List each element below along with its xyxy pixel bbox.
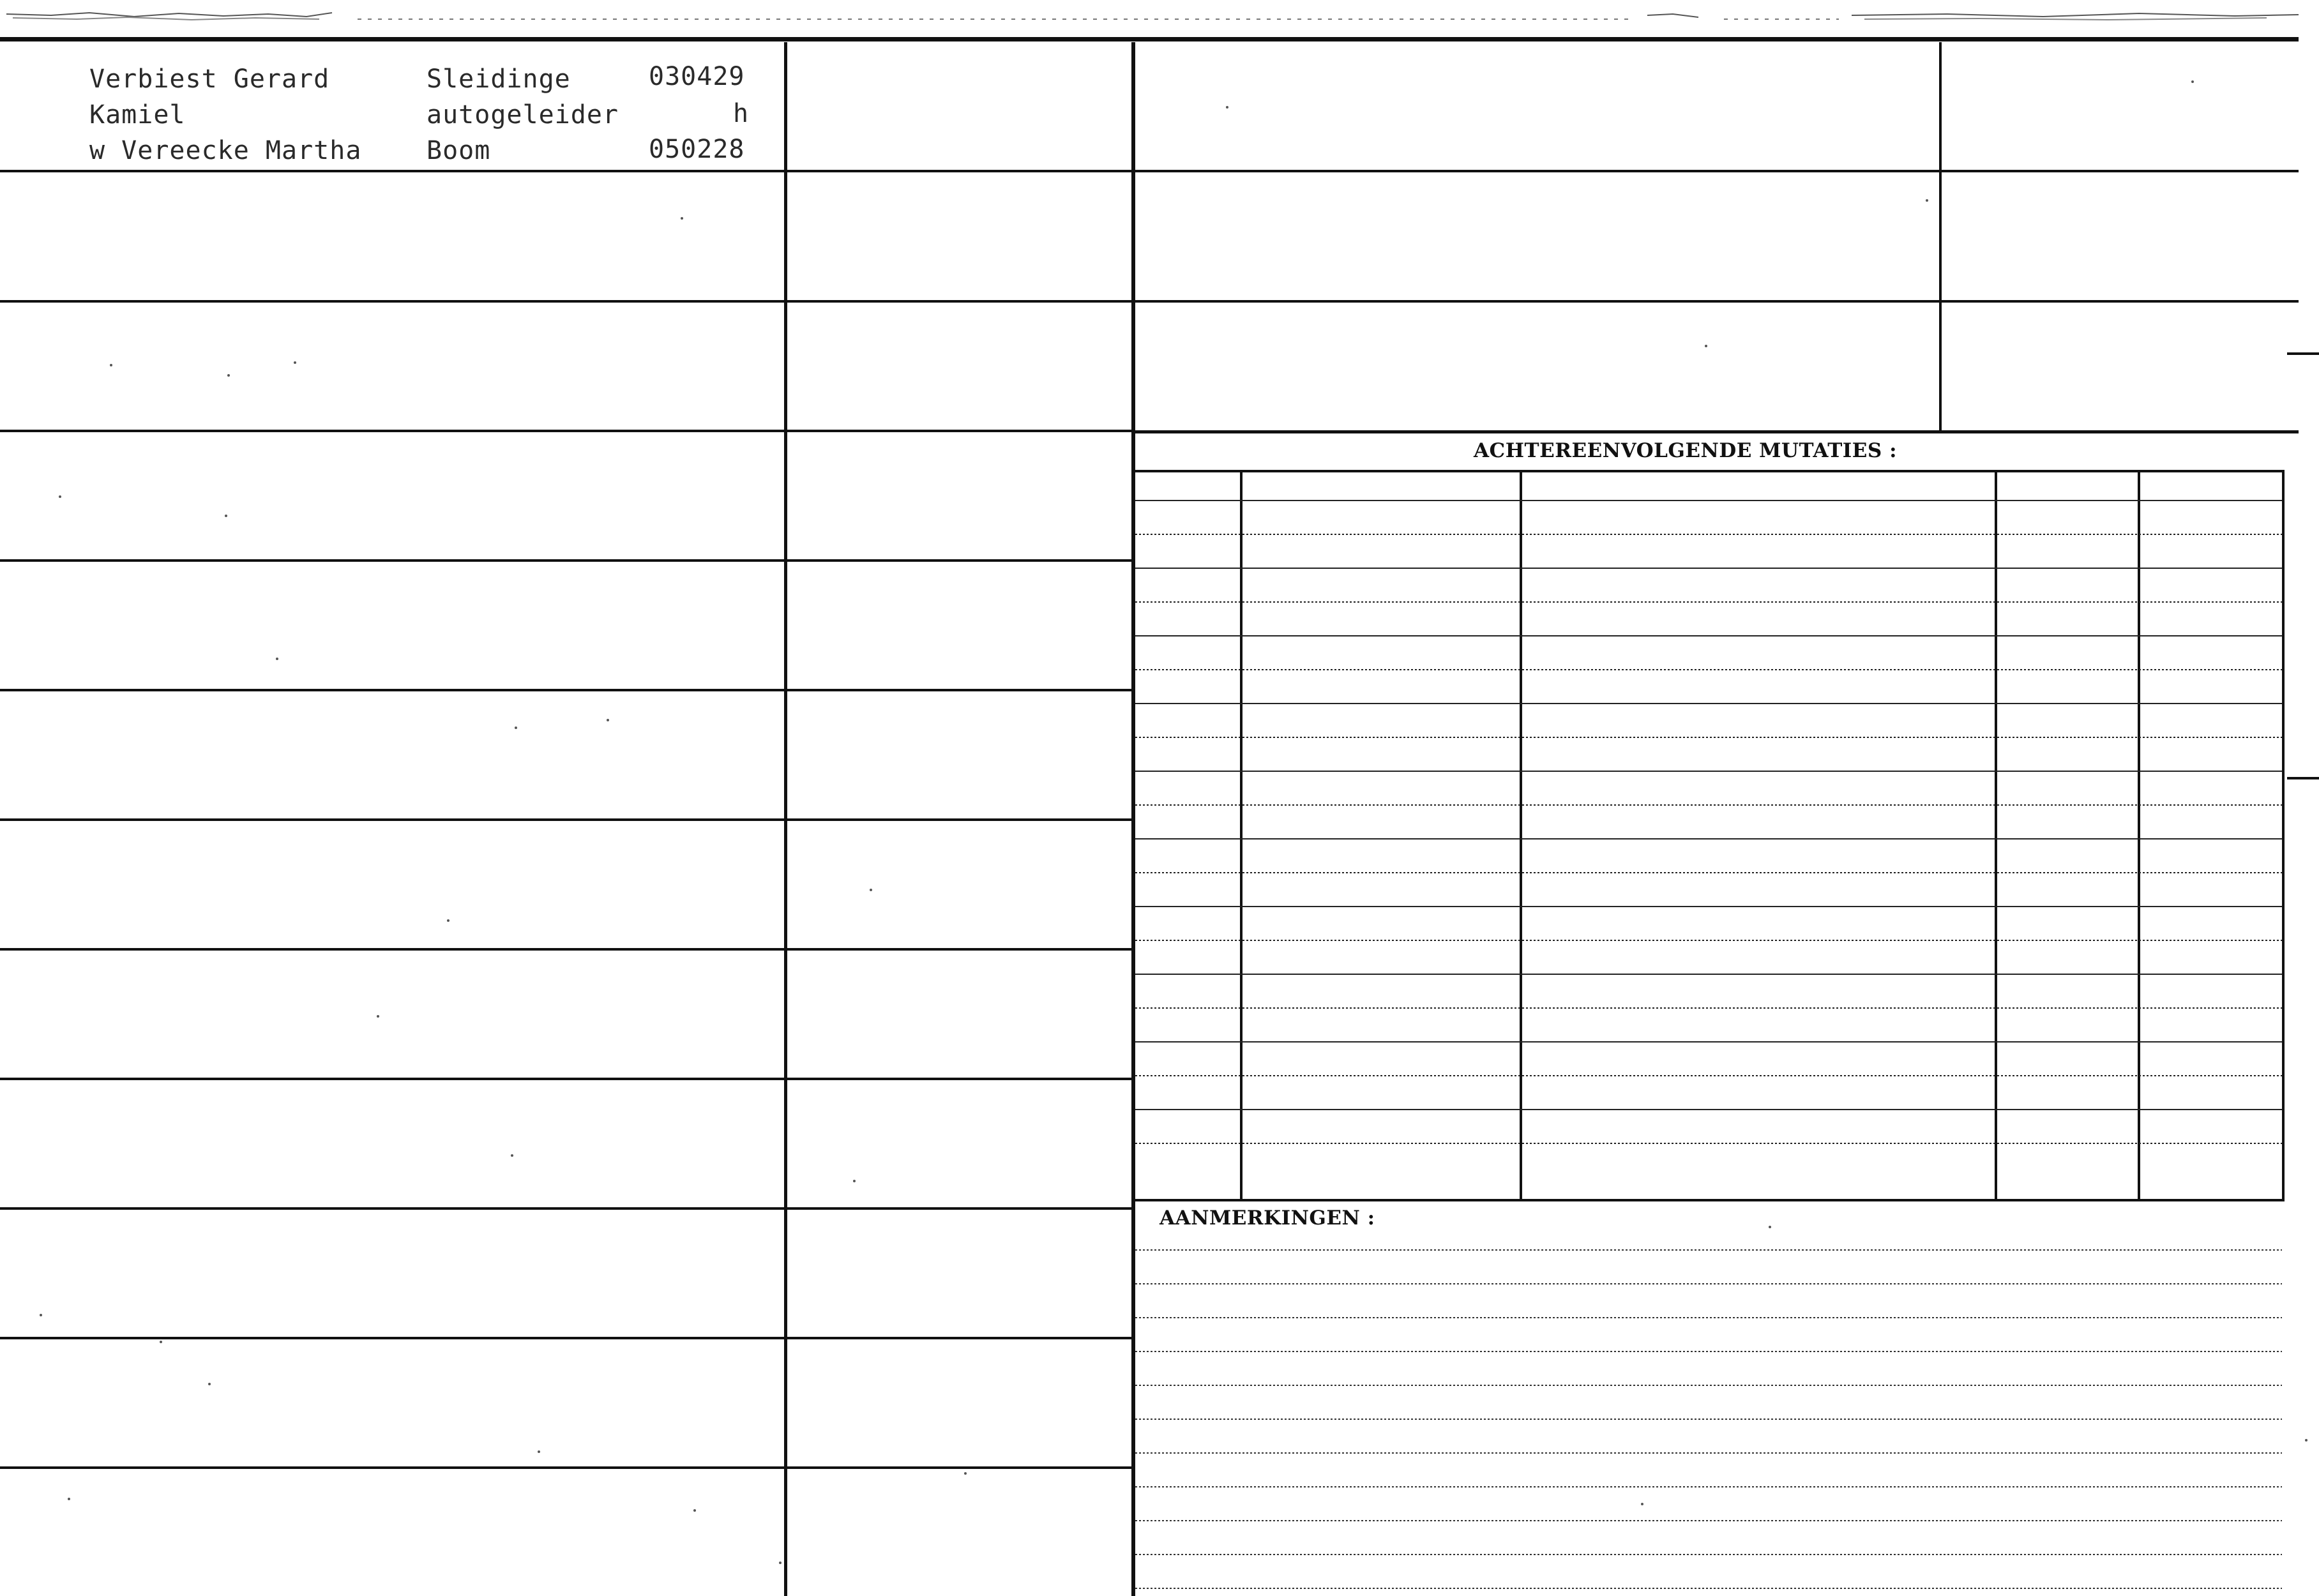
record-place-line-2: autogeleider bbox=[427, 100, 619, 130]
record-number-line-2: h bbox=[733, 99, 750, 128]
scan-speck bbox=[1926, 199, 1928, 202]
scan-speck bbox=[1226, 106, 1228, 109]
row-rule bbox=[0, 1466, 1131, 1469]
margin-tick bbox=[2287, 352, 2319, 355]
right-row-rule bbox=[1135, 430, 2299, 433]
record-place-line-3: Boom bbox=[427, 136, 491, 165]
remarks-heading: AANMERKINGEN : bbox=[1160, 1207, 1375, 1230]
record-number-line-3: 050228 bbox=[649, 135, 745, 164]
mutations-table-top bbox=[1135, 470, 2285, 472]
scan-speck bbox=[68, 1498, 70, 1500]
row-rule bbox=[0, 818, 1131, 821]
row-rule bbox=[0, 1207, 1131, 1210]
row-rule bbox=[0, 559, 1131, 562]
scan-speck bbox=[208, 1383, 211, 1385]
scan-speck bbox=[225, 515, 227, 517]
row-rule bbox=[0, 300, 1131, 303]
header-strip bbox=[0, 0, 2319, 26]
scan-speck bbox=[964, 1472, 967, 1475]
top-rule bbox=[0, 37, 2299, 41]
mutations-heading: ACHTEREENVOLGENDE MUTATIES : bbox=[1474, 439, 1898, 462]
row-rule bbox=[0, 1337, 1131, 1339]
record-name-line-2: Kamiel bbox=[89, 100, 186, 130]
scan-speck bbox=[110, 364, 112, 366]
remarks-lines bbox=[1135, 1238, 2285, 1596]
scan-speck bbox=[870, 889, 872, 891]
scan-speck bbox=[511, 1154, 513, 1157]
right-row-rule bbox=[1135, 170, 2299, 172]
scan-speck bbox=[693, 1509, 696, 1512]
column-divider-3 bbox=[1939, 42, 1942, 430]
scan-speck bbox=[2305, 1439, 2308, 1442]
scan-speck bbox=[276, 658, 278, 660]
scan-speck bbox=[607, 719, 609, 721]
scan-speck bbox=[447, 919, 449, 922]
mutations-row-lines bbox=[1135, 498, 2285, 1200]
row-rule bbox=[0, 948, 1131, 951]
row-rule bbox=[0, 689, 1131, 691]
scan-speck bbox=[160, 1341, 162, 1343]
row-rule bbox=[0, 1078, 1131, 1080]
record-place-line-1: Sleidinge bbox=[427, 64, 571, 94]
scan-speck bbox=[779, 1562, 782, 1564]
record-name-line-3: w Vereecke Martha bbox=[89, 136, 362, 165]
record-name-line-1: Verbiest Gerard bbox=[89, 64, 330, 94]
scan-speck bbox=[40, 1314, 42, 1316]
scan-speck bbox=[538, 1450, 540, 1453]
scan-speck bbox=[294, 361, 296, 364]
scan-speck bbox=[1769, 1226, 1771, 1228]
row-rule bbox=[0, 430, 1131, 432]
scan-speck bbox=[853, 1180, 856, 1182]
scan-speck bbox=[59, 495, 61, 498]
scan-speck bbox=[2191, 80, 2194, 83]
scan-speck bbox=[515, 726, 517, 729]
scan-speck bbox=[1641, 1503, 1643, 1505]
scan-speck bbox=[681, 217, 683, 220]
row-rule bbox=[0, 170, 1131, 172]
record-number-line-1: 030429 bbox=[649, 62, 745, 91]
right-row-rule bbox=[1135, 300, 2299, 303]
scan-speck bbox=[377, 1015, 379, 1018]
scan-speck bbox=[227, 374, 230, 377]
scan-speck bbox=[1705, 345, 1707, 347]
margin-tick bbox=[2287, 777, 2319, 779]
